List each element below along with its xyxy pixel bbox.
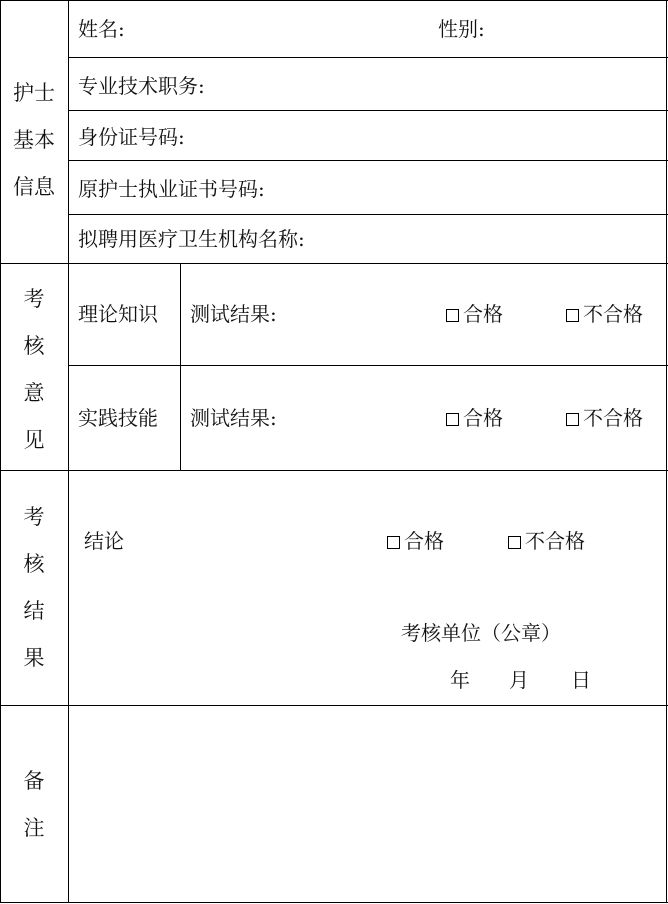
rule-4 bbox=[68, 214, 668, 215]
id-number-label: 身份证号码: bbox=[78, 125, 185, 149]
practice-fail-option[interactable]: 不合格 bbox=[566, 406, 643, 430]
rule-7 bbox=[0, 470, 668, 471]
theory-fail-option[interactable]: 不合格 bbox=[566, 302, 643, 326]
gender-label: 性别: bbox=[438, 17, 485, 41]
license-number-label: 原护士执业证书号码: bbox=[78, 177, 265, 201]
border-top bbox=[0, 0, 668, 1]
rule-5 bbox=[0, 263, 668, 264]
theory-result-label: 测试结果: bbox=[190, 302, 277, 326]
checkbox-icon[interactable] bbox=[446, 309, 459, 322]
border-right bbox=[666, 0, 667, 903]
conclusion-pass-option[interactable]: 合格 bbox=[387, 529, 444, 553]
border-bottom bbox=[0, 902, 668, 903]
practice-result-label: 测试结果: bbox=[190, 406, 277, 430]
rule-2 bbox=[68, 110, 668, 111]
date-year: 年 bbox=[450, 668, 470, 692]
basic-info-section-label: 护士 基本 信息 bbox=[13, 81, 55, 199]
rule-1 bbox=[68, 57, 668, 58]
checkbox-icon[interactable] bbox=[446, 413, 459, 426]
conclusion-fail-option[interactable]: 不合格 bbox=[508, 529, 585, 553]
practical-skills-label: 实践技能 bbox=[78, 406, 158, 430]
checkbox-icon[interactable] bbox=[566, 413, 579, 426]
practice-pass-option[interactable]: 合格 bbox=[446, 406, 503, 430]
remarks-section-label: 备 注 bbox=[23, 769, 45, 840]
institution-name-label: 拟聘用医疗卫生机构名称: bbox=[78, 227, 305, 251]
assessment-unit-seal: 考核单位（公章） bbox=[401, 621, 561, 645]
title-label: 专业技术职务: bbox=[78, 74, 205, 98]
theory-pass-option[interactable]: 合格 bbox=[446, 302, 503, 326]
date-month: 月 bbox=[509, 668, 529, 692]
result-section-label: 考 核 结 果 bbox=[23, 505, 45, 670]
assessment-divider bbox=[180, 263, 181, 471]
checkbox-icon[interactable] bbox=[387, 536, 400, 549]
rule-3 bbox=[68, 160, 668, 161]
name-label: 姓名: bbox=[78, 17, 125, 41]
checkbox-icon[interactable] bbox=[508, 536, 521, 549]
date-day: 日 bbox=[571, 668, 591, 692]
remarks-area[interactable] bbox=[69, 706, 666, 902]
rule-6 bbox=[68, 365, 668, 366]
assessment-section-label: 考 核 意 见 bbox=[23, 287, 45, 452]
theory-knowledge-label: 理论知识 bbox=[78, 302, 158, 326]
conclusion-label: 结论 bbox=[84, 529, 124, 553]
checkbox-icon[interactable] bbox=[566, 309, 579, 322]
